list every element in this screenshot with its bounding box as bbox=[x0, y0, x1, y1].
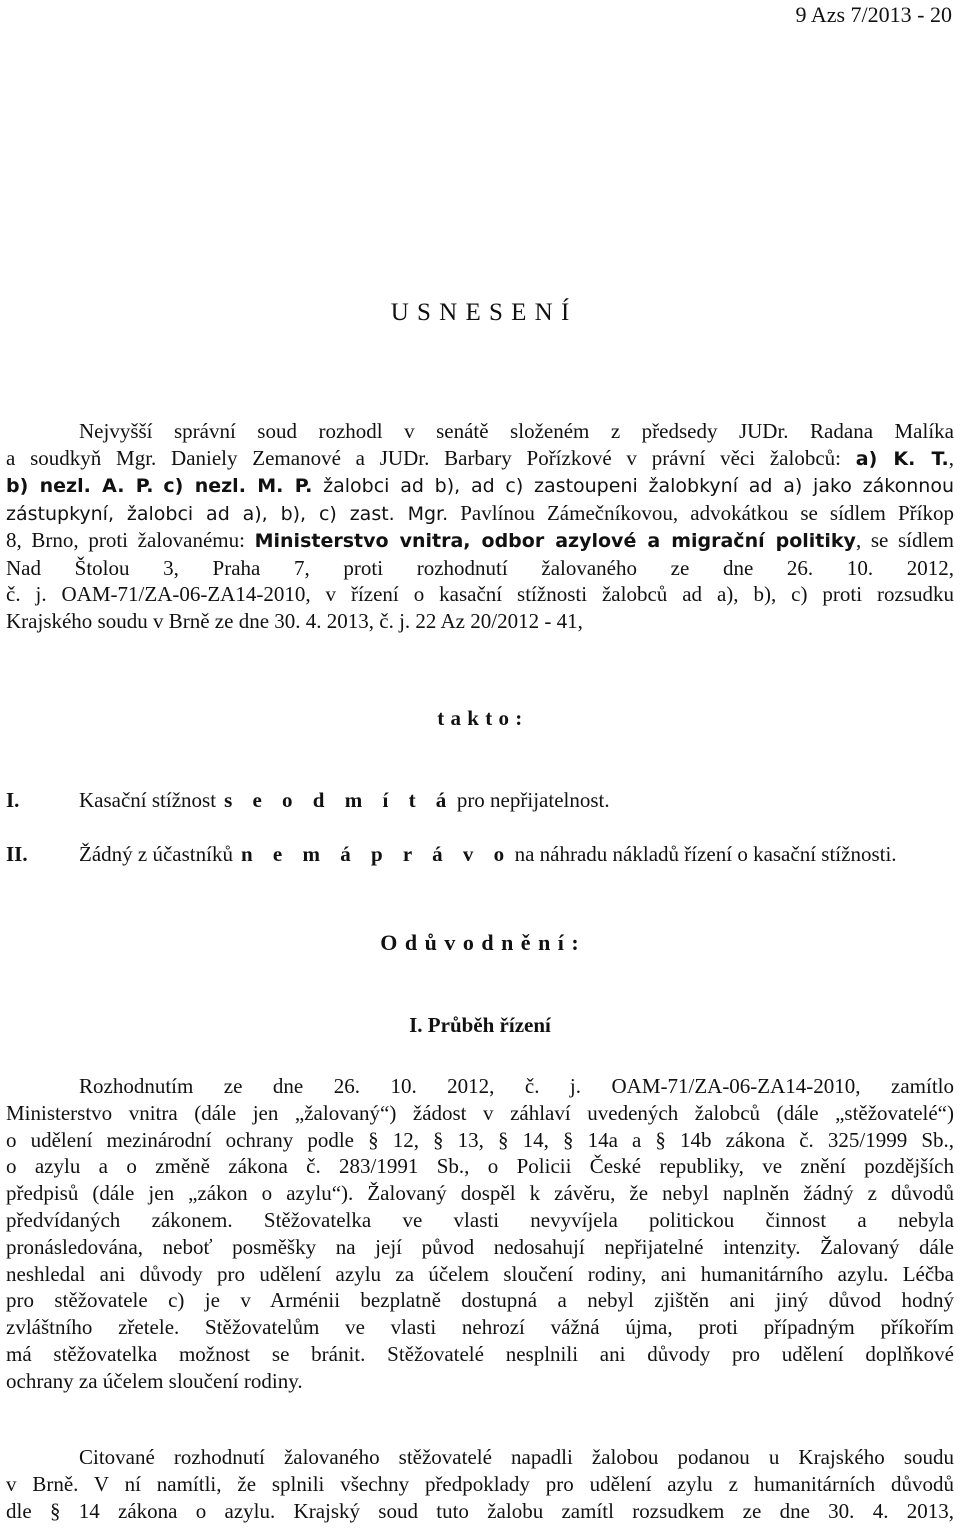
paragraph-line: pro stěžovatele c) je v Arménii bezplatně dostupná a nebyl zjištěn ani jiný důvod hodný bbox=[6, 1288, 954, 1313]
intro-text: 8, Brno, proti žalovanému: bbox=[6, 528, 255, 552]
paragraph-line: o azylu a o změně zákona č. 283/1991 Sb., o Policii České republiky, ve znění pozdějších bbox=[6, 1154, 954, 1179]
paragraph-line: Ministerstvo vnitra (dále jen „žalovaný“) žádost v záhlaví uvedených žalobců (dále „stěžovatelé“) bbox=[6, 1100, 954, 1125]
paragraph-line: pronásledována, neboť posměšky na její původ nedosahují nepřijatelné intenzity. Žalovaný dále bbox=[6, 1234, 954, 1259]
intro-line bbox=[6, 608, 954, 635]
intro-text: Nejvyšší správní soud rozhodl v senátě složeném z předsedy JUDr. Radana Malíka bbox=[79, 419, 954, 443]
section-heading: I. Průběh řízení bbox=[409, 1013, 551, 1037]
intro-text: Krajského soudu v Brně ze dne 30. 4. 2013, č. j. 22 Az 20/2012 - 41, bbox=[6, 608, 583, 633]
paragraph-line: Rozhodnutím ze dne 26. 10. 2012, č. j. OAM-71/ZA-06-ZA14-2010, zamítlo bbox=[79, 1074, 954, 1098]
paragraph-line: předpisů (dále jen „zákon o azylu“). Žalovaný dospěl k závěru, že nebyl naplněn žádný z důvodů bbox=[6, 1181, 954, 1206]
reasoning-heading: O d ů v o d n ě n í : bbox=[380, 930, 580, 955]
case-reference: 9 Azs 7/2013 - 20 bbox=[795, 2, 952, 27]
intro-text: a soudkyň Mgr. Daniely Zemanové a JUDr. Barbary Pořízkové v právní věci žalobců: bbox=[6, 445, 856, 470]
intro-text: zástupkyní, žalobci ad a), b), c) zast. Mgr. bbox=[6, 502, 449, 525]
intro-line bbox=[6, 555, 954, 582]
paragraph-line: v Brně. V ní namítli, že splnili všechny předpoklady pro udělení azylu z humanitárních důvodů bbox=[6, 1471, 954, 1496]
intro-text: , bbox=[948, 445, 954, 470]
party-name: a) K. T. bbox=[855, 447, 949, 470]
verdict-text: Žádný z účastníků n e m á p r á v o na náhradu nákladů řízení o kasační stížnosti. bbox=[79, 842, 897, 866]
intro-text: žalobci ad b), ad c) zastoupeni žalobkyní ad a) jako zákonnou bbox=[312, 475, 954, 497]
reasoning-paragraph bbox=[6, 1444, 954, 1524]
paragraph-line: o udělení mezinárodní ochrany podle § 12, § 13, § 14, § 14a a § 14b zákona č. 325/1999 Sb., bbox=[6, 1127, 954, 1152]
paragraph-line: dle § 14 zákona o azylu. Krajský soud tuto žalobu zamítl rozsudkem ze dne 30. 4. 2013, bbox=[6, 1498, 954, 1523]
intro-line bbox=[6, 527, 954, 555]
reasoning-paragraph bbox=[6, 1073, 954, 1395]
intro-line bbox=[6, 500, 954, 528]
verdict-text: Kasační stížnost s e o d m í t á pro nepřijatelnost. bbox=[79, 788, 610, 812]
paragraph-line: předvídaných zákonem. Stěžovatelka ve vlasti nevyvíjela politickou činnost a nebyla bbox=[6, 1207, 954, 1232]
paragraph-line: ochrany za účelem sloučení rodiny. bbox=[6, 1368, 303, 1393]
verdict-number: II. bbox=[6, 842, 28, 866]
paragraph-line: Citované rozhodnutí žalovaného stěžovatelé napadli žalobou podanou u Krajského soudu bbox=[79, 1445, 954, 1469]
intro-text: Pavlínou Zámečníkovou, advokátkou se sídlem Příkop bbox=[448, 500, 954, 525]
party-name: b) nezl. A. P. bbox=[6, 475, 154, 497]
intro-text: Nad Štolou 3, Praha 7, proti rozhodnutí žalovaného ze dne 26. 10. 2012, bbox=[6, 555, 954, 580]
intro-text: , se sídlem bbox=[855, 528, 955, 552]
verdict-number: I. bbox=[6, 788, 20, 812]
party-name: c) nezl. M. P. bbox=[163, 475, 313, 497]
takto-heading: t a k t o : bbox=[437, 706, 523, 730]
paragraph-line: neshledal ani důvody pro udělení azylu za účelem sloučení rodiny, ani humanitárního azylu. Léčba bbox=[6, 1261, 954, 1286]
intro-line bbox=[6, 418, 954, 445]
intro-line bbox=[6, 581, 954, 608]
paragraph-line: má stěžovatelka možnost se bránit. Stěžovatelé nesplnili ani důvody pro udělení doplňkové bbox=[6, 1341, 954, 1366]
intro-text: č. j. OAM-71/ZA-06-ZA14-2010, v řízení o kasační stížnosti žalobců ad a), b), c) proti rozsudku bbox=[6, 582, 954, 606]
document-title: U S N E S E N Í bbox=[390, 299, 570, 326]
paragraph-line: zvláštního zřetele. Stěžovatelům ve vlasti nehrozí vážná újma, proti případným příkořím bbox=[6, 1315, 954, 1340]
defendant-name: Ministerstvo vnitra, odbor azylové a migrační politiky bbox=[254, 530, 856, 552]
intro-line bbox=[6, 445, 954, 473]
intro-paragraph bbox=[6, 418, 954, 634]
intro-line bbox=[6, 472, 954, 500]
